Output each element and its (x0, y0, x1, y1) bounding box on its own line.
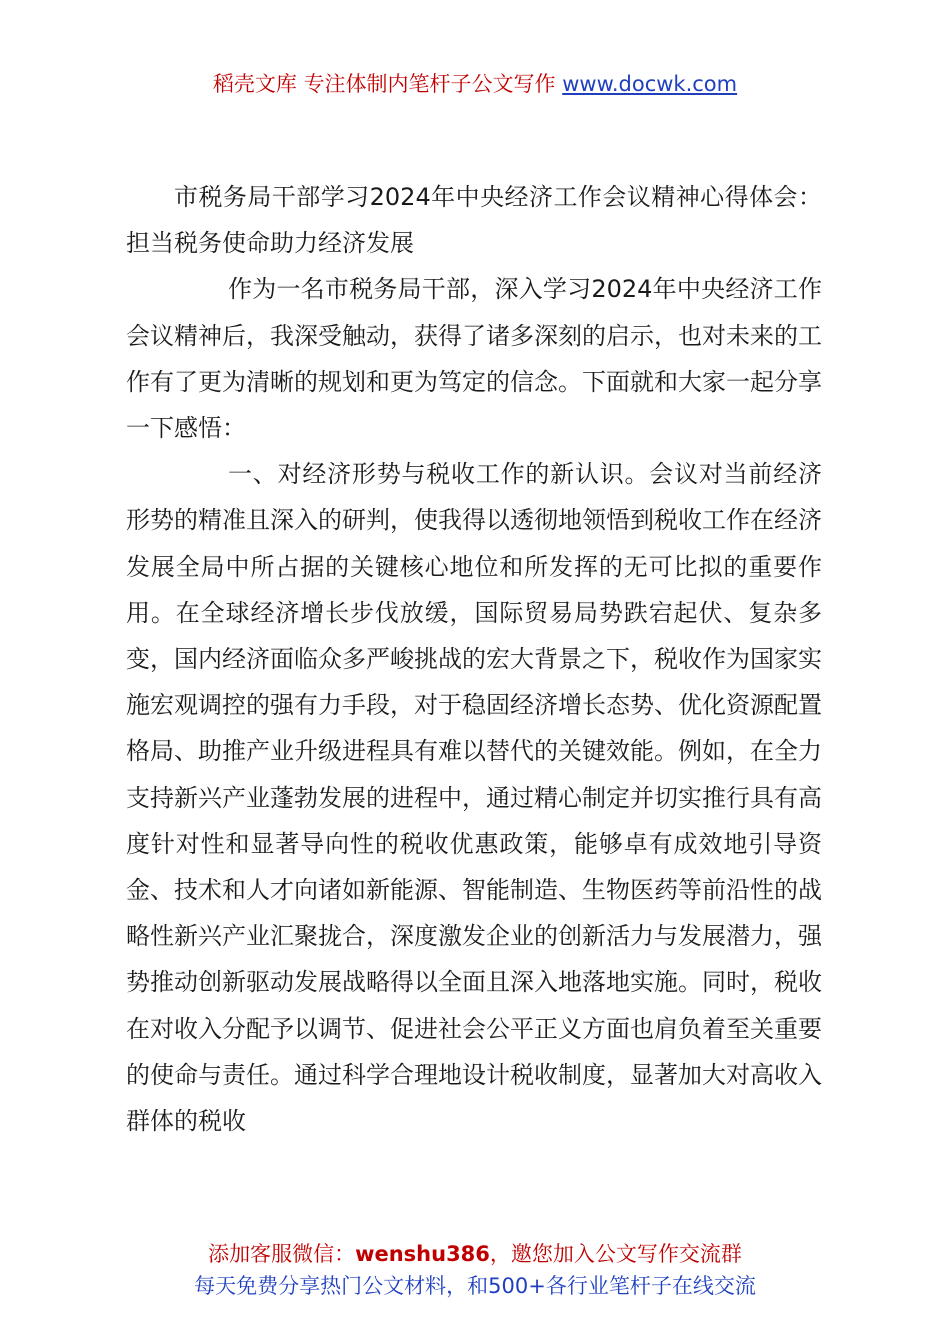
page-header (0, 68, 950, 100)
page-footer (0, 1238, 950, 1302)
brand-slogan: 专注体制内笔杆子公文写作 (303, 72, 556, 96)
footer-contact-suffix: ，邀您加入公文写作交流群 (489, 1242, 742, 1266)
wechat-id: wenshu386 (355, 1242, 490, 1266)
intro-paragraph: 作为一名市税务局干部，深入学习2024年中央经济工作会议精神后，我深受触动，获得了诸多深刻的启示，也对未来的工作有了更为清晰的规划和更为笃定的信念。下面就和大家一起分享一下感悟： (126, 275, 822, 443)
footer-contact-line (0, 1238, 950, 1270)
section-one-paragraph: 一、对经济形势与税收工作的新认识。会议对当前经济形势的精准且深入的研判，使我得以透彻地领悟到税收工作在经济发展全局中所占据的关键核心地位和所发挥的无可比拟的重要作用。在全球经济增长步伐放缓，国际贸易局势跌宕起伏、复杂多变，国内经济面临众多严峻挑战的宏大背景之下，税收作为国家实施宏观调控的强有力手段，对于稳固经济增长态势、优化资源配置格局、助推产业升级进程具有难以替代的关键效能。例如，在全力支持新兴产业蓬勃发展的进程中，通过精心制定并切实推行具有高度针对性和显著导向性的税收优惠政策，能够卓有成效地引导资金、技术和人才向诸如新能源、智能制造、生物医药等前沿性的战略性新兴产业汇聚拢合，深度激发企业的创新活力与发展潜力，强势推动创新驱动发展战略得以全面且深入地落地实施。同时，税收在对收入分配予以调节、促进社会公平正义方面也肩负着至关重要的使命与责任。通过科学合理地设计税收制度，显著加大对高收入群体的税收 (126, 460, 822, 1136)
footer-contact-prefix: 添加客服微信： (208, 1242, 356, 1266)
website-link[interactable]: www.docwk.com (562, 72, 738, 96)
document-body (126, 174, 822, 1144)
footer-promo-line: 每天免费分享热门公文材料，和500+各行业笔杆子在线交流 (194, 1274, 756, 1298)
document-title: 市税务局干部学习2024年中央经济工作会议精神心得体会：担当税务使命助力经济发展 (126, 183, 822, 258)
brand-name: 稻壳文库 (212, 72, 297, 96)
